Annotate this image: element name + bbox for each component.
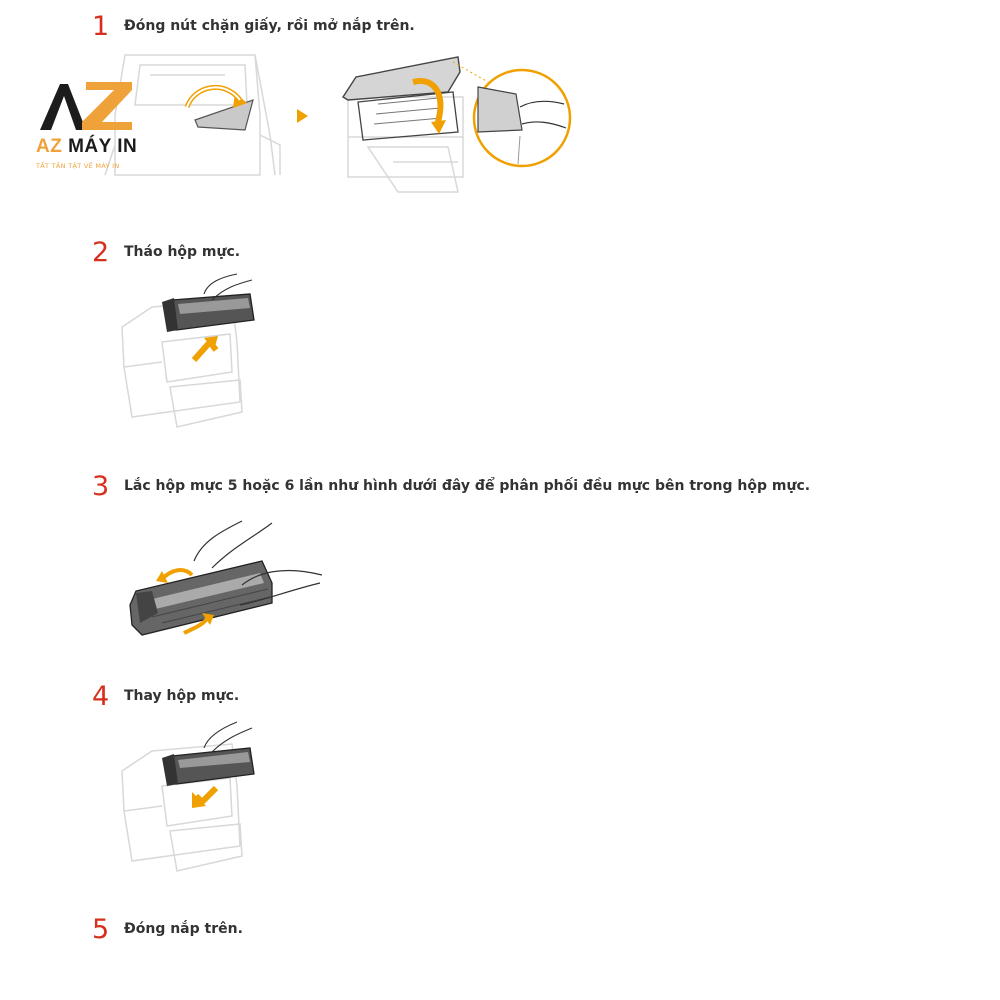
az-may-in-logo <box>34 78 144 178</box>
logo-brand <box>36 136 137 158</box>
step-number: 4 <box>92 681 110 712</box>
next-step-arrow-icon <box>297 109 308 123</box>
logo-tagline: TẤT TẦN TẬT VỀ MÁY IN <box>36 162 120 170</box>
install-toner-cartridge-illustration <box>112 716 262 881</box>
step-number: 3 <box>92 471 110 502</box>
step-instruction: Đóng nút chặn giấy, rồi mở nắp trên. <box>124 18 415 34</box>
step-number: 2 <box>92 237 110 268</box>
printer-open-top-cover-illustration <box>338 52 578 202</box>
step-instruction: Thay hộp mực. <box>124 688 240 704</box>
logo-brand-suffix: MÁY IN <box>68 136 138 157</box>
step-number: 1 <box>92 11 110 42</box>
step-number: 5 <box>92 914 110 945</box>
az-logo-mark-icon <box>38 78 134 134</box>
step-instruction: Lắc hộp mực 5 hoặc 6 lần như hình dưới đây để phân phối đều mực bên trong hộp mực. <box>124 478 811 494</box>
step-instruction: Đóng nắp trên. <box>124 921 243 937</box>
step-instruction: Tháo hộp mực. <box>124 244 241 260</box>
logo-brand-prefix: AZ <box>36 136 63 157</box>
remove-toner-cartridge-illustration <box>112 272 262 437</box>
shake-toner-cartridge-illustration <box>122 513 327 643</box>
